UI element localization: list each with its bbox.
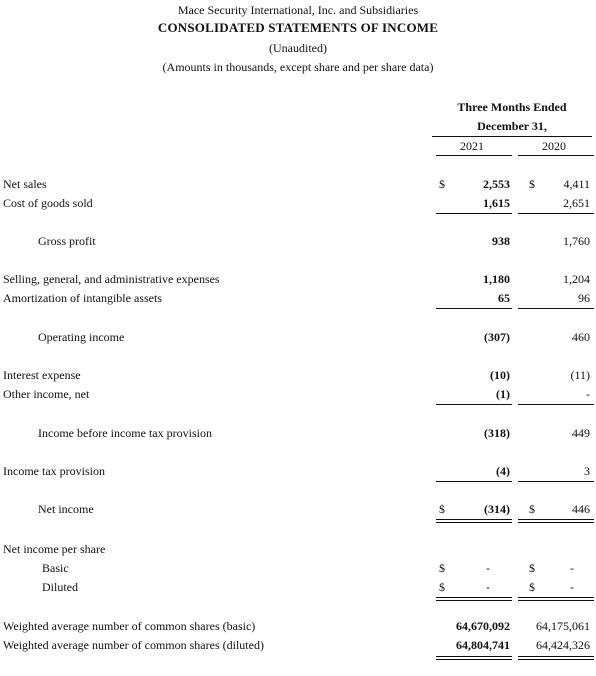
total-double-rule [436,656,512,657]
year-2020-rule [518,155,594,156]
row-net-income [0,502,596,518]
value-2021: (4) [496,464,510,478]
row-gross-profit [0,234,596,250]
row-other-income [0,387,596,403]
currency-symbol: $ [529,580,535,594]
currency-symbol: $ [439,502,445,516]
row-tax-provision [0,464,596,480]
value-2020: 460 [572,330,590,344]
currency-symbol: $ [439,177,445,191]
value-2020: 64,424,326 [536,638,590,652]
value-2021: (307) [484,330,510,344]
total-double-rule [518,522,594,523]
row-shares-basic [0,619,596,635]
value-2021: 1,615 [483,196,510,210]
currency-symbol: $ [529,177,535,191]
value-2021: (314) [484,502,510,516]
value-2020: - [570,580,574,594]
company-name: Mace Security International, Inc. and Subsidiaries [177,3,419,17]
statement-title: CONSOLIDATED STATEMENTS OF INCOME [157,20,439,35]
row-label: Weighted average number of common shares (diluted) [3,638,264,652]
subtotal-rule [518,404,594,405]
period-heading: Three Months Ended [457,100,567,114]
value-2021: 2,553 [483,177,510,191]
value-2021: 64,670,092 [456,619,510,633]
total-double-rule [518,659,594,660]
total-double-rule [518,597,594,598]
value-2021: (1) [496,387,510,401]
row-cogs [0,196,596,212]
period-rule [432,136,592,137]
row-eps-header [0,542,596,558]
currency-symbol: $ [439,580,445,594]
value-2021: - [486,561,490,575]
value-2020: 4,411 [563,177,590,191]
row-label: Other income, net [3,387,90,401]
row-label: Diluted [42,580,78,594]
row-operating-income [0,330,596,346]
row-eps-basic [0,561,596,577]
amounts-note: (Amounts in thousands, except share and per share data) [162,60,434,74]
value-2020: 446 [572,502,590,516]
value-2020: - [586,387,590,401]
value-2021: - [486,580,490,594]
row-label: Basic [42,561,69,575]
row-income-before-tax [0,426,596,442]
row-label: Operating income [38,330,125,344]
row-interest-expense [0,368,596,384]
value-2020: 3 [584,464,590,478]
period-date: December 31, [477,119,547,133]
value-2021: 938 [492,234,510,248]
year-2021-rule [436,155,512,156]
row-shares-diluted [0,638,596,654]
currency-symbol: $ [529,561,535,575]
subtotal-rule [436,481,512,482]
total-double-rule [436,522,512,523]
value-2020: 1,204 [563,272,590,286]
row-label: Cost of goods sold [3,196,93,210]
value-2020: (11) [570,368,590,382]
year-2020-header: 2020 [542,139,566,153]
currency-symbol: $ [439,561,445,575]
subtotal-rule [518,213,594,214]
row-label: Net income [38,502,94,516]
row-label: Interest expense [3,368,81,382]
value-2021: 64,804,741 [456,638,510,652]
row-label: Income before income tax provision [38,426,212,440]
subtotal-rule [518,308,594,309]
unaudited-note: (Unaudited) [269,41,327,55]
currency-symbol: $ [529,502,535,516]
total-double-rule [436,597,512,598]
row-label: Income tax provision [3,464,105,478]
row-sga [0,272,596,288]
total-double-rule [518,656,594,657]
row-label: Weighted average number of common shares (basic) [3,619,256,633]
row-label: Gross profit [38,234,96,248]
value-2021: 65 [498,291,510,305]
value-2021: (10) [490,368,510,382]
value-2020: - [570,561,574,575]
total-double-rule [436,600,512,601]
subtotal-rule [436,308,512,309]
total-double-rule [436,659,512,660]
year-2021-header: 2021 [460,139,484,153]
subtotal-rule [518,481,594,482]
row-net-sales [0,177,596,193]
row-label: Amortization of intangible assets [3,291,162,305]
value-2020: 2,651 [563,196,590,210]
value-2020: 96 [578,291,590,305]
row-label: Selling, general, and administrative expenses [3,272,220,286]
row-amortization [0,291,596,307]
total-double-rule [518,519,594,520]
value-2021: 1,180 [483,272,510,286]
value-2020: 1,760 [563,234,590,248]
row-eps-diluted [0,580,596,596]
subtotal-rule [436,213,512,214]
value-2020: 449 [572,426,590,440]
value-2021: (318) [484,426,510,440]
subtotal-rule [436,404,512,405]
row-label: Net sales [3,177,47,191]
total-double-rule [518,600,594,601]
row-label: Net income per share [3,542,106,556]
value-2020: 64,175,061 [536,619,590,633]
total-double-rule [436,519,512,520]
